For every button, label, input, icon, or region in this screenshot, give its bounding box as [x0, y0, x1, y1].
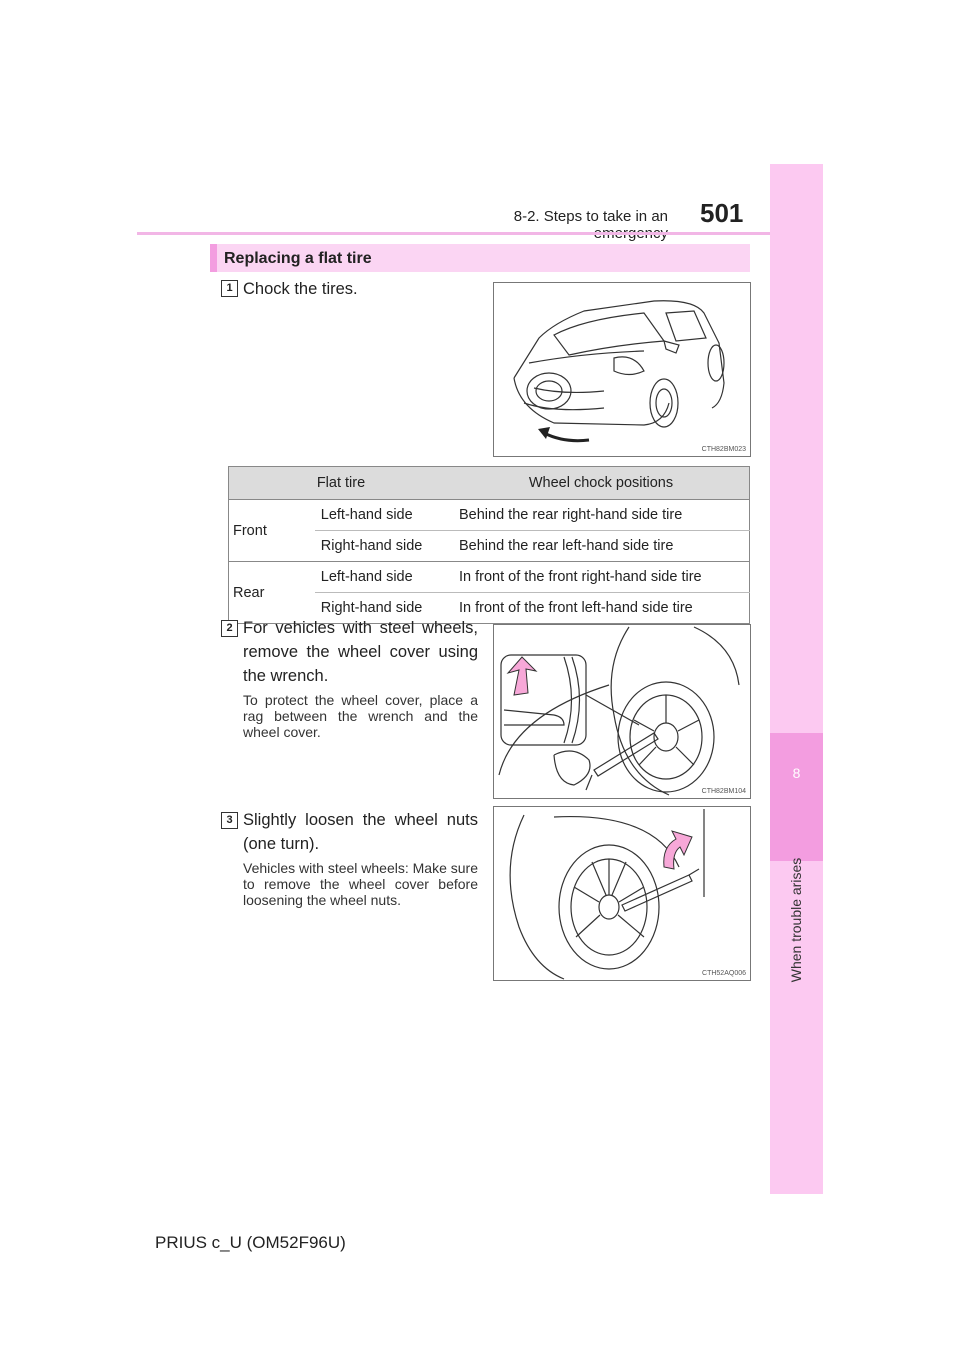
- row-side: Right-hand side: [315, 531, 453, 562]
- figure-loosen-nuts: [493, 806, 751, 981]
- row-side: Right-hand side: [315, 593, 453, 624]
- header-flat-tire: Flat tire: [229, 467, 454, 500]
- step-3-note: Vehicles with steel wheels: Make sure to remove the wheel cover before loosening the wheel nuts.: [243, 860, 478, 908]
- header-divider: [137, 232, 823, 235]
- table-header-row: [229, 467, 750, 500]
- chapter-title: When trouble arises: [788, 857, 804, 983]
- loosen-nuts-illustration: [494, 807, 750, 980]
- table-row: [229, 562, 750, 593]
- step-1-text: Chock the tires.: [243, 280, 358, 298]
- step-2-note: To protect the wheel cover, place a rag between the wrench and the wheel cover.: [243, 692, 478, 740]
- wheel-cover-illustration: [494, 625, 750, 798]
- footer-model: PRIUS c_U (OM52F96U): [155, 1233, 346, 1252]
- step-2-text: For vehicles with steel wheels, remove the wheel cover using the wrench.: [243, 619, 478, 685]
- chapter-tab[interactable]: [770, 733, 823, 861]
- chapter-number: 8: [792, 765, 801, 781]
- pink-arrow-icon: [508, 657, 536, 695]
- step-number-2: 2: [221, 620, 238, 637]
- row-position: Behind the rear right-hand side tire: [453, 500, 750, 531]
- row-group-label: Front: [229, 500, 315, 562]
- curved-arrow-icon: [538, 427, 589, 441]
- step-number-1: 1: [221, 280, 238, 297]
- section-title: 8-2. Steps to take in an: [513, 208, 668, 225]
- car-illustration: [494, 283, 750, 456]
- figure-code: CTH52AQ006: [702, 970, 746, 977]
- step-3-text: Slightly loosen the wheel nuts (one turn).: [243, 811, 478, 853]
- figure-code: CTH82BM104: [701, 788, 746, 795]
- row-side: Left-hand side: [315, 500, 453, 531]
- section-bar-accent: [210, 244, 217, 272]
- pink-arrow-icon: [664, 831, 692, 869]
- figure-chock-tires: [493, 282, 751, 457]
- row-side: Left-hand side: [315, 562, 453, 593]
- row-position: Behind the rear left-hand side tire: [453, 531, 750, 562]
- figure-remove-wheel-cover: [493, 624, 751, 799]
- row-position: In front of the front right-hand side tire: [453, 562, 750, 593]
- table-row: [229, 500, 750, 531]
- figure-code: CTH82BM023: [701, 446, 746, 453]
- page-number: 501: [700, 198, 744, 228]
- side-band: [770, 164, 823, 1194]
- step-number-3: 3: [221, 812, 238, 829]
- row-group-label: Rear: [229, 562, 315, 624]
- wheel-chock-table: [228, 466, 750, 624]
- row-position: In front of the front left-hand side tire: [453, 593, 750, 624]
- section-bar-title: Replacing a flat tire: [224, 250, 372, 267]
- header-chock-positions: Wheel chock positions: [453, 467, 750, 500]
